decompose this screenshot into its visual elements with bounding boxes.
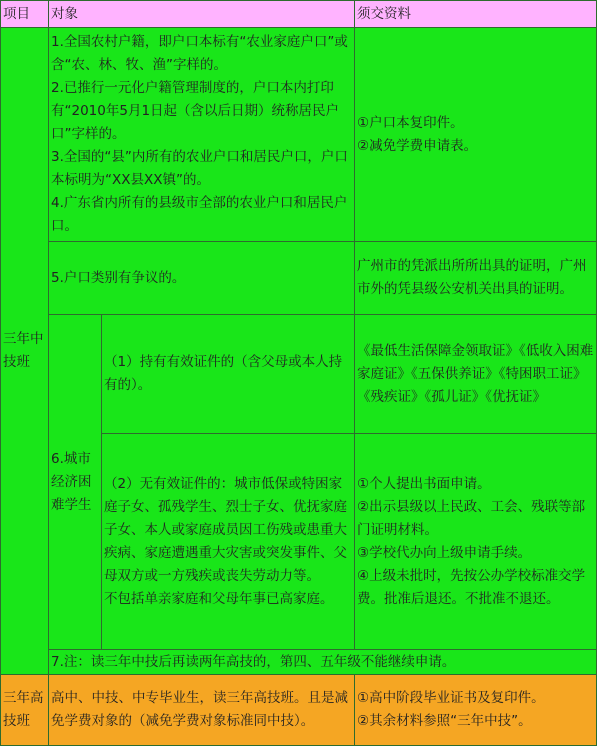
urban-hardship-label: 6.城市经济困难学生	[49, 315, 102, 650]
target-item-2: 2.已推行一元化户籍管理制度的，户口本内打印有“2010年5月1日起（含以后日期）统称居民户口”字样的。	[51, 80, 340, 142]
section-label-senior-tech: 三年高技班	[1, 675, 49, 746]
row-rural-household	[1, 28, 597, 242]
doc-item-1: ①户口本复印件。	[357, 114, 464, 131]
header-docs: 须交资料	[355, 1, 597, 28]
section-label-secondary-tech: 三年中技班	[1, 28, 49, 675]
docs-disputed-household: 广州市的凭派出所所出具的证明，广州市外的凭县级公安机关出具的证明。	[355, 242, 597, 315]
target-item-1: 1.全国农村户籍，即户口本标有“农业家庭户口”或含“农、林、牧、渔”字样的。	[51, 34, 348, 73]
header-row	[1, 1, 597, 28]
row-urban-hardship-with-certificate	[1, 315, 597, 434]
target-item-3: 3.全国的“县”内所有的农业户口和居民户口，户口本标明为“XX县XX镇”的。	[51, 149, 348, 188]
docs-senior-tech	[355, 675, 597, 746]
target-item-4: 4.广东省内所有的县级市全部的农业户口和居民户口。	[51, 195, 348, 234]
target-rural-household	[49, 28, 355, 242]
docs-rural-household	[355, 28, 597, 242]
without-certificate-text: （2）无有效证件的：城市低保或特困家庭子女、孤残学生、烈士子女、优抚家庭子女、本人或家庭成员因工伤残或患重大疾病、家庭遭遇重大灾害或突发事件、父母双方或一方残疾或丧失劳动力等。	[104, 475, 347, 584]
row-note-7	[1, 650, 597, 675]
without-certificate-note: 不包括单亲家庭和父母年事已高家庭。	[104, 590, 334, 607]
senior-doc-2: ②其余材料参照“三年中技”。	[357, 713, 532, 729]
doc-step-3: ③学校代办向上级申请手续。	[357, 544, 532, 561]
docs-without-certificate	[355, 434, 597, 650]
docs-with-certificate: 《最低生活保障金领取证》《低收入困难家庭证》《五保供养证》《特困职工证》《残疾证》《孤儿证》《优抚证》	[355, 315, 597, 434]
doc-step-4: ④上级未批时，先按公办学校标准交学费。批准后退还。不批准不退还。	[357, 567, 586, 607]
row-senior-tech	[1, 675, 597, 746]
row-disputed-household	[1, 242, 597, 315]
target-with-certificate: （1）持有有效证件的（含父母或本人持有的）。	[102, 315, 355, 434]
header-target: 对象	[49, 1, 355, 28]
header-item: 项目	[1, 1, 49, 28]
senior-doc-1: ①高中阶段毕业证书及复印件。	[357, 690, 545, 706]
target-without-certificate	[102, 434, 355, 650]
target-disputed-household: 5.户口类别有争议的。	[49, 242, 355, 315]
target-senior-tech: 高中、中技、中专毕业生，读三年高技班。且是减免学费对象的（减免学费对象标准同中技）。	[49, 675, 355, 746]
doc-step-1: ①个人提出书面申请。	[357, 475, 491, 492]
doc-item-2: ②减免学费申请表。	[357, 137, 478, 154]
doc-step-2: ②出示县级以上民政、工会、残联等部门证明材料。	[357, 498, 586, 538]
note-7: 7.注：读三年中技后再读两年高技的，第四、五年级不能继续申请。	[49, 650, 597, 675]
